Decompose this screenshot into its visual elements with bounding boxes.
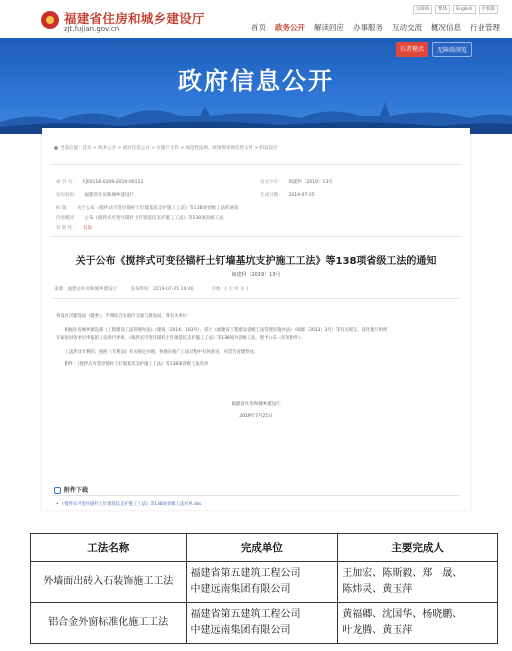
people-line: 陈炜灵、黄玉萍 — [342, 584, 413, 595]
mode-buttons — [396, 42, 472, 57]
paragraph: 专家组对各单位申报的工法进行评审，《搅拌式可变径锚杆土钉墙基坑支护施工工法》等138项为省级工法，现予公布（详见附件）。 — [56, 336, 305, 341]
attachment-link[interactable]: • 《搅拌式可变径锚杆土钉墙基坑支护施工工法》等138项省级工法名单.doc — [56, 502, 202, 507]
unit-line: 中建远南集团有限公司 — [190, 584, 291, 595]
nav-gov-info[interactable]: 政务公开 — [275, 23, 305, 32]
utility-links — [413, 5, 498, 14]
emblem-icon[interactable] — [41, 11, 59, 29]
table-row — [31, 603, 498, 644]
nav-services[interactable]: 办事服务 — [353, 23, 383, 32]
meta-value: 有效 — [82, 226, 92, 231]
meta-value: 福建省住房和城乡建设厅 — [84, 193, 134, 198]
paragraph: 工法涉及专利的，按照《专利法》有关规定办理。各地在推广工法过程中有何意见，可适告省建管处。 — [56, 350, 258, 355]
people-line: 黄福卿、沈国华、杨晓鹏、 — [342, 609, 463, 620]
nav-home[interactable]: 首页 — [251, 23, 266, 32]
unit-line: 中建远南集团有限公司 — [190, 625, 291, 636]
attachment-link-text[interactable]: 《搅拌式可变径锚杆土钉墙基坑支护施工工法》等138项省级工法名单.doc — [59, 502, 202, 507]
breadcrumb — [54, 145, 278, 151]
attachment-heading-label: 附件下载 — [64, 487, 89, 494]
elder-mode-button[interactable]: 长者模式 — [396, 42, 428, 57]
col-header-people: 主要完成人 — [338, 534, 498, 562]
meta-value: 关于公布《搅拌式可变径锚杆土钉墙基坑支护施工工法》等138项省级工法的通知 — [76, 206, 239, 211]
divider — [52, 298, 460, 299]
cell-people — [338, 562, 498, 603]
cell-units — [186, 603, 338, 644]
divider — [52, 236, 460, 237]
document-card — [42, 128, 470, 510]
nav-interaction[interactable]: 互动交流 — [392, 23, 422, 32]
attachment-icon — [54, 487, 61, 494]
col-header-units: 完成单位 — [186, 534, 338, 562]
site-domain: zjt.fujian.gov.cn — [64, 25, 120, 33]
meta-key: 发文字号： — [260, 180, 283, 185]
divider — [52, 495, 460, 496]
meta-value: 公布《搅拌式可变径锚杆土钉墙基坑支护施工工法》等138项省级工法 — [84, 216, 224, 221]
meta-publisher — [56, 192, 134, 198]
meta-index — [56, 179, 143, 185]
sign-date: 2019年7月25日 — [239, 414, 273, 419]
meta-date — [260, 192, 315, 198]
unit-line: 福建省第五建筑工程公司 — [190, 568, 301, 579]
nav-overview[interactable]: 概况信息 — [431, 23, 461, 32]
breadcrumb-text[interactable]: 当前位置：首页 > 政务公开 > 政府信息公开 > 住建厅文件 > 规范性法规、政策规章规范性文件 > 科技设计 — [60, 146, 278, 151]
people-line: 王加宏、陈斯毅、郑 晟、 — [342, 568, 463, 579]
table-row — [31, 562, 498, 603]
accessible-mode-button[interactable]: 无障碍浏览 — [432, 42, 472, 57]
meta-key: 内容概述： — [56, 216, 79, 221]
meta-title — [56, 205, 239, 211]
nav-industry[interactable]: 行业管理 — [470, 23, 500, 32]
site-header — [0, 0, 512, 38]
people-line: 叶龙腾、黄玉萍 — [342, 625, 413, 636]
util-link-english[interactable]: English — [453, 5, 475, 14]
source-date-line: 来源：福建省住房和城乡建设厅 发布时间：2019-07-25 16:46 字体：[ 大 中 小 ] — [54, 287, 248, 292]
document-number: 闽建科〔2019〕13号 — [231, 272, 281, 278]
table-header-row — [31, 534, 498, 562]
meta-key: 发布机构： — [56, 193, 79, 198]
meta-key: 索 引 号： — [56, 180, 77, 185]
main-nav — [251, 22, 500, 33]
meta-value: 闽建科〔2019〕13号 — [288, 180, 333, 185]
document-title: 关于公布《搅拌式可变径锚杆土钉墙基坑支护施工工法》等138项省级工法的通知 — [75, 256, 437, 267]
unit-line: 福建省第五建筑工程公司 — [190, 609, 301, 620]
cell-name: 铝合金外窗标准化施工工法 — [31, 603, 187, 644]
meta-key: 有 效 性： — [56, 226, 77, 231]
util-link-traditional[interactable]: 繁体 — [435, 5, 450, 14]
works-table — [30, 533, 498, 644]
meta-key: 生成日期： — [260, 193, 283, 198]
col-header-name: 工法名称 — [31, 534, 187, 562]
nav-interpretation[interactable]: 解读回应 — [314, 23, 344, 32]
paragraph: 根据住房城乡建设部《工程建设工法管理办法》（建质〔2014〕103号）、省厅《福建省工程建设省级工法管理实施办法》（闽建〔2013〕3号）等有关规定，省住建厅组织 — [56, 328, 388, 333]
site-name[interactable]: 福建省住房和城乡建设厅 — [64, 11, 205, 26]
banner — [0, 38, 512, 134]
meta-value: 2019-07-25 — [288, 193, 315, 198]
location-icon — [54, 146, 58, 150]
util-link-mobile[interactable]: 手机版 — [479, 5, 499, 14]
attachment-heading — [54, 485, 88, 494]
cell-name: 外墙面出砖入石装饰施工工法 — [31, 562, 187, 603]
meta-value: FJ00116-0309-2019-00112 — [82, 180, 144, 185]
cell-people — [338, 603, 498, 644]
banner-title: 政府信息公开 — [178, 67, 334, 95]
cell-units — [186, 562, 338, 603]
paragraph: 附件：《搅拌式可变径锚杆土钉墙基坑支护施工工法》等138项省级工法名单 — [56, 362, 209, 367]
meta-key: 标 题： — [56, 206, 71, 211]
meta-validity — [56, 225, 92, 231]
signature: 福建省住房和城乡建设厅 — [231, 402, 281, 407]
paragraph: 各设区市建设局（建委），平潭综合实验区交通与建设局，各有关单位： — [56, 314, 192, 319]
util-link-accessible[interactable]: 无障碍 — [413, 5, 433, 14]
meta-summary — [56, 215, 224, 221]
divider — [52, 164, 460, 165]
meta-doc-number — [260, 179, 333, 185]
